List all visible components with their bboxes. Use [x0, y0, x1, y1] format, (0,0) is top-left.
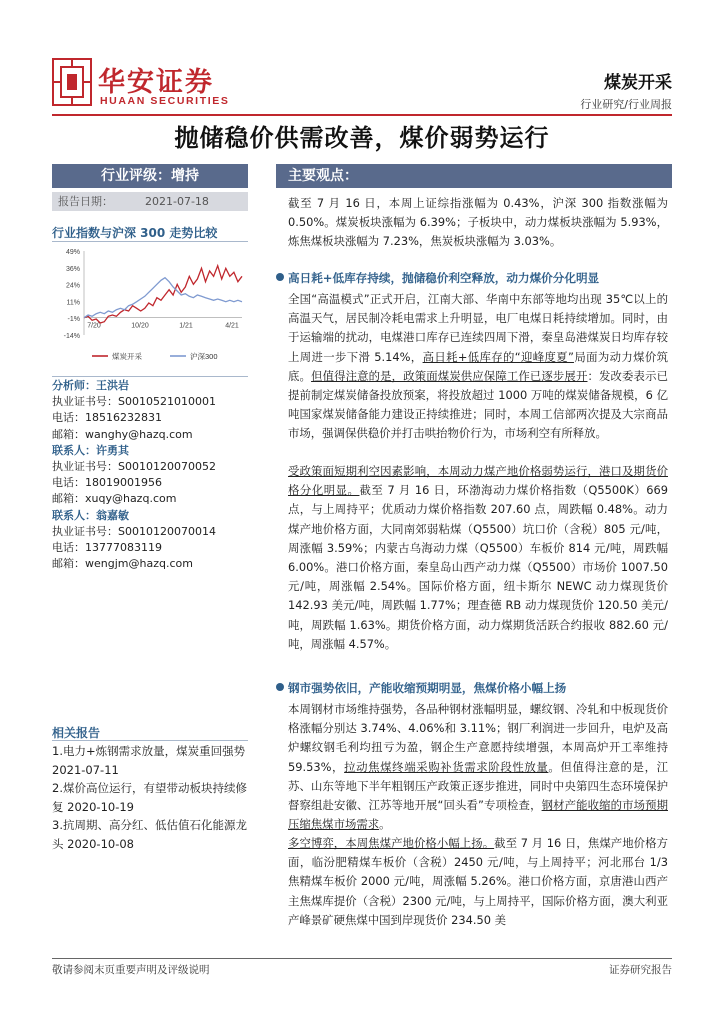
- related-report-item[interactable]: 2.煤价高位运行，有望带动板块持续修复 2020-10-19: [52, 781, 247, 814]
- analyst-block: [52, 378, 252, 572]
- analyst-divider: [52, 376, 248, 377]
- related-reports-list: [52, 742, 252, 854]
- footer-disclaimer: 敬请参阅末页重要声明及评级说明: [52, 964, 210, 976]
- date-label: 报告日期：: [58, 195, 113, 208]
- header-divider: [52, 114, 672, 116]
- y-tick-label: 49%: [65, 249, 80, 256]
- analyst-email: 邮箱：wanghy@hazq.com: [52, 427, 193, 441]
- y-tick-label: 24%: [65, 282, 80, 290]
- steel-text-1: 本周钢材市场维持强势，各品种钢材涨幅明显，螺纹钢、冷轧和中板现货价格涨幅分别达 3.74%、4.06%和 3.11%；钢厂利润进一步回升，电炉及高炉螺纹钢毛利均扭亏为盈，钢企生产意愿持续增强，本周高炉开工率维持 59.53%，: [288, 702, 668, 774]
- footer-divider: [52, 958, 672, 959]
- index-comparison-chart: [52, 245, 248, 369]
- report-date: [52, 192, 248, 211]
- section-heading-text: 钢市强势依旧，产能收缩预期明显，焦煤价格小幅上扬: [288, 681, 567, 695]
- analyst-phone: 电话：18516232831: [52, 411, 162, 425]
- y-tick-label: -1%: [67, 316, 80, 324]
- contact1-email: 邮箱：xuqy@hazq.com: [52, 492, 177, 506]
- report-title: 抛储稳价供需改善，煤价弱势运行: [174, 123, 550, 152]
- related-report-item[interactable]: 1.电力+炼钢需求放量，煤炭重回强势 2021-07-11: [52, 744, 246, 777]
- x-tick-label: 10/20: [131, 322, 149, 330]
- bullet-icon: [276, 273, 284, 281]
- thermal-emphasis-1: 高日耗+低库存的“迎峰度夏”: [422, 349, 574, 364]
- contact2-name: 联系人：翁嘉敏: [52, 508, 129, 522]
- chart-title: 行业指数与沪深 300 走势比较: [52, 226, 218, 240]
- section-heading-text: 高日耗+低库存持续，抛储稳价利空释放，动力煤价分化明显: [288, 271, 600, 285]
- series-line: [84, 266, 242, 323]
- steel-text-3: 。: [379, 817, 391, 832]
- thermal-price-text: 截至 7 月 16 日，环渤海动力煤价格指数（Q5500K）669 点，与上周持平；优质动力煤价格指数 207.60 点，周跌幅 0.48%。动力煤产地价格方面，大同南郊弱粘煤（Q5500）坑口价（含税）805 元/吨，周涨幅 3.59%；内蒙古乌海动力煤（Q5500）车板价 814 元/吨，周跌幅 6.00%。港口价格方面，秦皇岛山西产动力煤（Q5500）市场价 1007.50 元/吨，周涨幅 2.54%。国际价格方面，纽卡斯尔 NEWC 动力煤现货价 142.93 美元/吨，周跌幅 1.77%；理查德 RB 动力煤现货价 120.50 美元/吨，周跌幅 1.63%。期货价格方面，动力煤期货活跃合约报收 882.60 元/吨，周涨幅 4.57%。: [288, 483, 668, 651]
- related-reports-rule: [52, 740, 248, 741]
- thermal-price-paragraph: [288, 462, 668, 654]
- legend-label: 沪深300: [190, 352, 218, 361]
- y-tick-label: 11%: [66, 299, 80, 307]
- y-tick-label: -14%: [63, 333, 80, 340]
- related-reports-title: 相关报告: [52, 726, 101, 740]
- steel-emphasis-2: 钢材产能收缩的市场预期压缩焦煤市场需求: [288, 798, 668, 832]
- company-name-en: HUAAN SECURITIES: [100, 95, 230, 107]
- sector-tag: 煤炭开采: [604, 73, 672, 93]
- footer-label: 证券研究报告: [609, 964, 672, 976]
- related-report-item[interactable]: 3.抗周期、高分红、低估值石化能源龙头 2020-10-08: [52, 818, 247, 851]
- thermal-coal-paragraph: [288, 290, 668, 444]
- report-type: 行业研究/行业周报: [580, 98, 672, 111]
- contact2-cert: 执业证书号：S0010120070014: [52, 524, 216, 538]
- summary-paragraph: 截至 7 月 16 日，本周上证综指涨幅为 0.43%，沪深 300 指数涨幅为 0.50%。煤炭板块涨幅为 6.39%；子板块中，动力煤板块涨幅为 5.93%，炼焦煤板块涨幅为 7.23%，焦炭板块涨幅为 3.03%。: [288, 196, 668, 249]
- x-tick-label: 4/21: [225, 322, 239, 330]
- steel-emphasis-1: 拉动焦煤终端采购补货需求阶段性放量: [344, 759, 549, 774]
- coking-price-text: 截至 7 月 16 日，焦煤产地价格方面，临汾肥精煤车板价（含税）2450 元/吨，与上周持平；河北邢台 1/3 焦精煤车板价 2000 元/吨，周涨幅 5.26%。港口价格方面，京唐港山西产主焦煤库提价（含税）2300 元/吨，与上周持平，国际价格方面，澳大利亚产峰景矿硬焦煤中国到岸现货价 234.50 美: [288, 836, 668, 927]
- company-name-cn: 华安证券: [98, 67, 214, 98]
- x-tick-label: 1/21: [179, 322, 193, 330]
- main-views-header: 主要观点：: [276, 164, 672, 188]
- x-tick-label: 7/20: [87, 322, 101, 330]
- contact2-email: 邮箱：wengjm@hazq.com: [52, 557, 193, 571]
- thermal-text-1: 全国“高温模式”正式开启，江南大部、华南中东部等地均出现 35℃以上的高温天气，居民制冷耗电需求上升明显，电厂电煤日耗持续增加。同时，由于运输端的扰动，电煤港口库存已连续四周下滑，秦皇岛港煤炭日均库存较上周进一步下滑 5.14%，: [288, 292, 668, 364]
- thermal-price-emphasis: 受政策面短期利空因素影响，本周动力煤产地价格弱势运行，港口及期货价格分化明显。: [288, 464, 668, 498]
- coking-price-paragraph: [288, 834, 668, 930]
- section-heading-coking-coal: [276, 680, 566, 696]
- thermal-text-3: ：发改委表示已提前制定煤炭储备投放预案，将投放超过 1000 万吨的煤炭储备规模，6 亿吨国家煤炭储备能力建设正持续推进；同时，本周工信部两次提及大宗商品市场，强调保供稳价并打击哄抬物价行为，市场利空有所释放。: [288, 368, 668, 441]
- bullet-icon: [276, 683, 284, 691]
- analyst-name: 分析师：王洪岩: [52, 379, 129, 392]
- legend-label: 煤炭开采: [112, 352, 142, 361]
- section-heading-thermal-coal: [276, 270, 599, 286]
- contact1-phone: 电话：18019001956: [52, 476, 162, 490]
- chart-title-rule: [52, 241, 248, 242]
- steel-market-paragraph: [288, 700, 668, 834]
- analyst-cert: 执业证书号：S0010521010001: [52, 395, 216, 409]
- contact1-name: 联系人：许勇其: [52, 443, 129, 457]
- steel-text-2: 。但值得注意的是，江苏、山东等地下半年粗钢压产政策正逐步推进，同时中央第四生态环境保护督察组赴安徽、江苏等地开展“回头看”专项检查，: [288, 759, 668, 813]
- thermal-emphasis-2: 但值得注意的是，政策面煤炭供应保障工作已逐步展开: [311, 368, 588, 383]
- date-value: 2021-07-18: [145, 195, 209, 208]
- coking-price-emphasis: 多空博弈，本周焦煤产地价格小幅上扬。: [288, 836, 495, 850]
- industry-rating: 行业评级：增持: [52, 164, 248, 188]
- contact1-cert: 执业证书号：S0010120070052: [52, 460, 216, 474]
- company-logo-mark: [52, 58, 92, 106]
- contact2-phone: 电话：13777083119: [52, 541, 162, 555]
- thermal-text-2: 局面为动力煤价筑底。: [288, 349, 668, 383]
- y-tick-label: 36%: [65, 265, 80, 273]
